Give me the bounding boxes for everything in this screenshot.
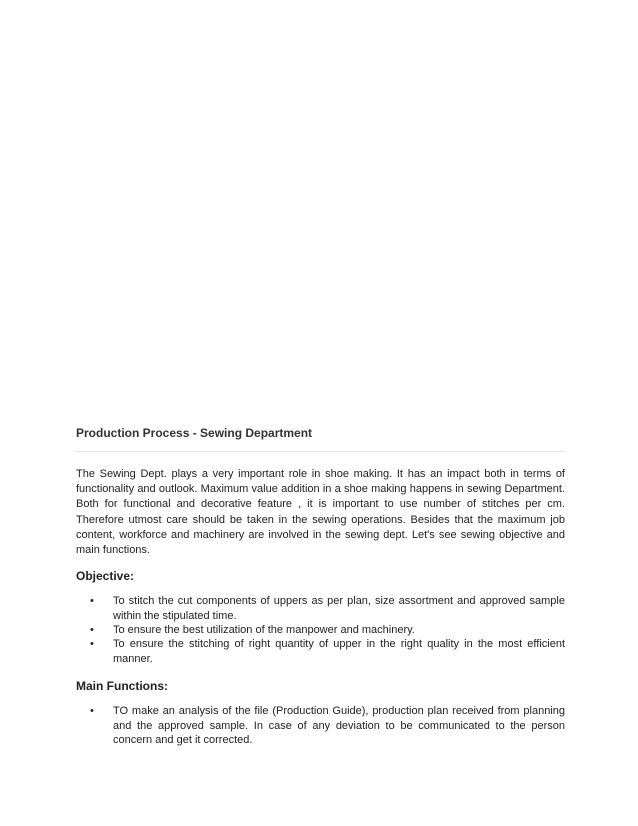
main-functions-heading: Main Functions:	[76, 679, 168, 694]
list-item	[76, 637, 565, 666]
intro-paragraph: The Sewing Dept. plays a very important role in shoe making. It has an impact both in terms of functionality and outlook. Maximum value addition in a shoe making happens in sewing Department. Both for functional and decorative feature , it is important to use number of stitches per cm. Therefore utmost care should be taken in the sewing operations. Besides that the maximum job content, workforce and machinery are involved in the sewing dept. Let's see sewing objective and main functions.	[76, 468, 565, 557]
list-item	[76, 594, 565, 623]
list-item	[76, 704, 565, 747]
bullet-icon: •	[90, 705, 94, 718]
bullet-icon: •	[90, 638, 94, 651]
page-title: Production Process - Sewing Department	[76, 425, 565, 452]
list-item-text: To ensure the best utilization of the manpower and machinery.	[113, 624, 415, 637]
objective-heading: Objective:	[76, 569, 135, 584]
bullet-icon: •	[90, 595, 94, 608]
list-item	[76, 623, 565, 637]
document-body	[76, 425, 565, 747]
bullet-icon: •	[90, 624, 94, 637]
main-functions-list	[76, 704, 565, 747]
objective-list	[76, 594, 565, 666]
list-item-text: To stitch the cut components of uppers as per plan, size assortment and approved sample within the stipulated time.	[113, 595, 565, 622]
list-item-text: TO make an analysis of the file (Production Guide), production plan received from planning and the approved sample. In case of any deviation to be communicated to the person concern and get it corrected.	[113, 705, 565, 747]
list-item-text: To ensure the stitching of right quantity of upper in the right quality in the most efficient manner.	[113, 638, 565, 665]
